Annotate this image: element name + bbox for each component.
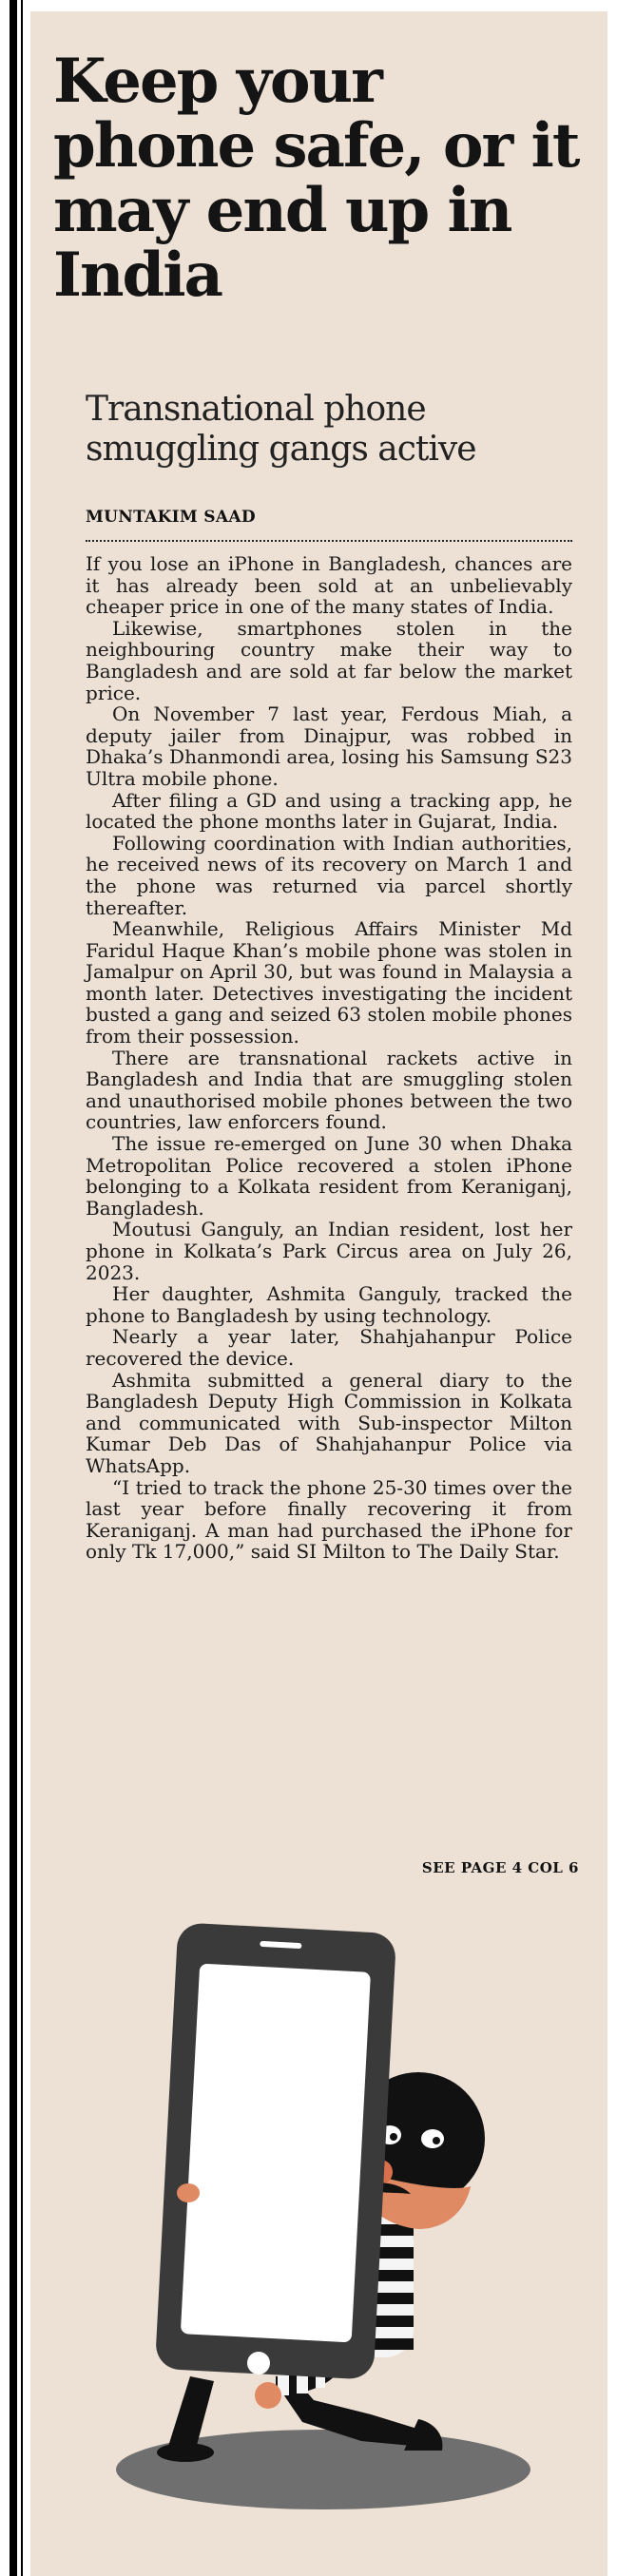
byline-dotted-divider <box>86 540 572 542</box>
article-paragraph: If you lose an iPhone in Bangladesh, chances are it has already been sold at an unbelievably cheaper price in one of the many states of India. <box>86 552 572 619</box>
continued-jump-line: SEE PAGE 4 COL 6 <box>421 1859 579 1876</box>
article-subheadline: Transnational phone smuggling gangs active <box>86 390 476 469</box>
article-paragraph: Her daughter, Ashmita Ganguly, tracked the phone to Bangladesh by using technology. <box>86 1282 572 1327</box>
column-rule-thin <box>21 0 23 2576</box>
column-rule-thick <box>10 0 17 2576</box>
article-headline: Keep your phone safe, or it may end up in India <box>53 46 579 311</box>
article-paragraph: Likewise, smartphones stolen in the neighbouring country make their way to Bangladesh and are sold at far below the market price. <box>86 616 572 704</box>
article-paragraph: There are transnational rackets active in Bangladesh and India that are smuggling stolen and unauthorised mobile phones between the two countries, law enforcers found. <box>86 1046 572 1134</box>
article-byline: MUNTAKIM SAAD <box>86 508 256 527</box>
article-paragraph: The issue re-emerged on June 30 when Dhaka Metropolitan Police recovered a stolen iPhone belonging to a Kolkata resident from Keraniganj, Bangladesh. <box>86 1132 572 1220</box>
article-paragraph: Meanwhile, Religious Affairs Minister Md Faridul Haque Khan’s mobile phone was stolen in Jamalpur on April 30, but was found in Malaysia a month later. Detectives investigating the incident busted a gang and seized 63 stolen mobile phones from their possession. <box>86 917 572 1048</box>
article-paragraph: Following coordination with Indian authorities, he received news of its recovery on March 1 and the phone was returned via parcel shortly thereafter. <box>86 831 572 919</box>
article-paragraph: “I tried to track the phone 25-30 times over the last year before finally recovering it from Keraniganj. A man had purchased the iPhone for only Tk 17,000,” said SI Milton to The Daily Star. <box>86 1475 572 1564</box>
article-paragraph: After filing a GD and using a tracking app, he located the phone months later in Gujarat, India. <box>86 788 572 834</box>
article-paragraph: Moutusi Ganguly, an Indian resident, lost her phone in Kolkata’s Park Circus area on July 26, 2023. <box>86 1218 572 1284</box>
article-paragraph: Nearly a year later, Shahjahanpur Police recovered the device. <box>86 1325 572 1370</box>
article-paragraph: On November 7 last year, Ferdous Miah, a deputy jailer from Dinajpur, was robbed in Dhaka’s Dhanmondi area, losing his Samsung S23 Ultra mobile phone. <box>86 702 572 790</box>
article-paragraph: Ashmita submitted a general diary to the Bangladesh Deputy High Commission in Kolkata and communicated with Sub-inspector Milton Kumar Deb Das of Shahjahanpur Police via WhatsApp. <box>86 1368 572 1477</box>
article-body <box>86 553 572 1563</box>
